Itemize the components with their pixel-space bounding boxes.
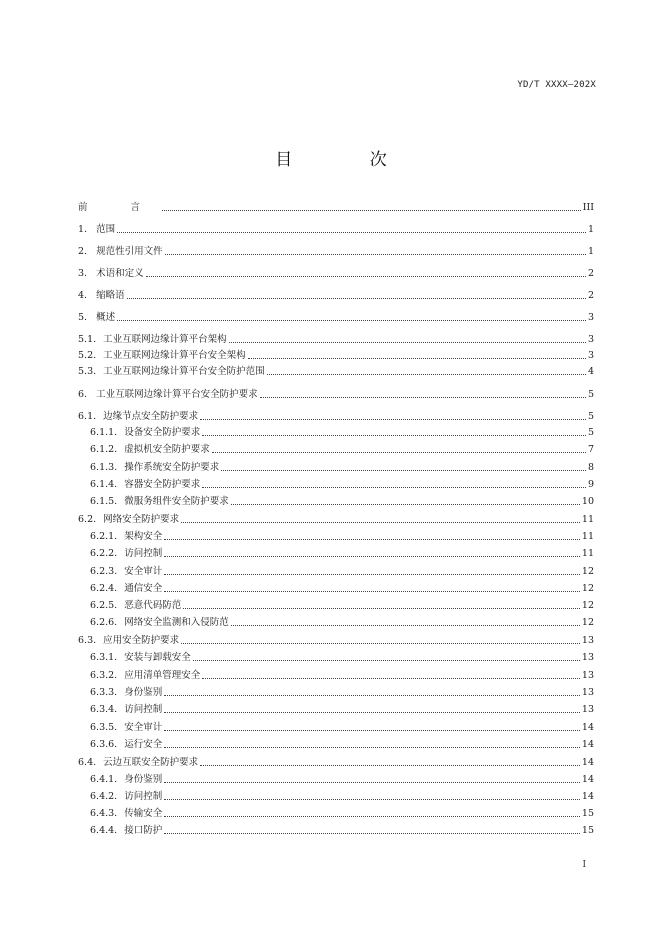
toc-entry-title: 应用安全防护要求 — [103, 635, 180, 646]
toc-entry-number: 1. — [78, 224, 88, 235]
toc-entry[interactable] — [90, 737, 594, 751]
toc-entry[interactable] — [90, 806, 594, 820]
toc-entry[interactable] — [78, 633, 594, 647]
toc-entry-number: 6.3.6. — [90, 739, 118, 750]
toc-dot-leader — [164, 729, 580, 731]
toc-entry-number: 6.4. — [78, 757, 97, 768]
toc-entry-number: 6.1.4. — [90, 479, 118, 490]
toc-dot-leader — [164, 746, 580, 748]
toc-entry-number: 6.2. — [78, 514, 97, 525]
toc-entry-title: 访问控制 — [124, 704, 163, 715]
toc-entry-number: 6.4.1. — [90, 774, 118, 785]
toc-entry-number: 5.3. — [78, 366, 97, 377]
toc-entry-page: 13 — [581, 635, 594, 646]
toc-entry-page: 14 — [581, 722, 594, 733]
toc-entry[interactable] — [90, 477, 594, 491]
toc-entry-number: 5. — [78, 312, 88, 323]
toc-entry[interactable] — [78, 222, 594, 236]
toc-dot-leader — [164, 711, 580, 713]
toc-entry[interactable] — [90, 668, 594, 682]
toc-dot-leader — [221, 469, 586, 471]
toc-entry-page: 2 — [587, 290, 594, 301]
toc-entry-number: 6.3.2. — [90, 670, 118, 681]
toc-entry-title: 边缘节点安全防护要求 — [103, 411, 199, 422]
toc-entry-page: 14 — [581, 791, 594, 802]
toc-dot-leader — [202, 434, 586, 436]
toc-entry-title: 云边互联安全防护要求 — [103, 757, 199, 768]
toc-entry-number: 6.4.3. — [90, 808, 118, 819]
toc-entry-page: 5 — [587, 411, 594, 422]
toc-entry-page: 7 — [587, 444, 594, 455]
toc-entry[interactable] — [90, 650, 594, 664]
toc-entry-number: 6.3.1. — [90, 652, 118, 663]
toc-entry-page: 15 — [581, 808, 594, 819]
toc-entry-page: 14 — [581, 774, 594, 785]
toc-entry[interactable] — [78, 364, 594, 378]
toc-entry-page: 10 — [581, 496, 594, 507]
toc-dot-leader — [164, 832, 580, 834]
toc-entry-title: 架构安全 — [124, 531, 163, 542]
toc-entry-title: 安全审计 — [124, 566, 163, 577]
toc-dot-leader — [267, 373, 586, 375]
toc-entry-title: 传输安全 — [124, 808, 163, 819]
toc-entry-title: 网络安全防护要求 — [103, 514, 180, 525]
toc-entry-page: 11 — [581, 548, 594, 559]
toc-entry[interactable] — [78, 266, 594, 280]
toc-entry-page: 11 — [581, 531, 594, 542]
toc-entry-page: 13 — [581, 670, 594, 681]
toc-entry-page: 12 — [581, 566, 594, 577]
toc-entry[interactable] — [90, 685, 594, 699]
toc-entry-page: 8 — [587, 462, 594, 473]
toc-dot-leader — [260, 396, 586, 398]
toc-entry[interactable] — [78, 288, 594, 302]
toc-entry-page: 14 — [581, 739, 594, 750]
toc-entry-number: 6.1.2. — [90, 444, 118, 455]
toc-entry-title: 安装与卸载安全 — [124, 652, 191, 663]
toc-entry-page: 2 — [587, 268, 594, 279]
toc-entry-title: 网络安全监测和入侵防范 — [124, 617, 229, 628]
toc-entry-number: 5.1. — [78, 334, 97, 345]
toc-entry-title: 虚拟机安全防护要求 — [124, 444, 210, 455]
toc-entry[interactable] — [90, 581, 594, 595]
toc-dot-leader — [117, 319, 586, 321]
page-number: I — [582, 860, 586, 870]
toc-entry-title: 运行安全 — [124, 739, 163, 750]
toc-dot-leader — [229, 341, 586, 343]
toc-dot-leader — [127, 297, 586, 299]
toc-entry-title: 术语和定义 — [96, 268, 144, 279]
toc-entry-number: 6.3.4. — [90, 704, 118, 715]
toc-dot-leader — [164, 781, 580, 783]
toc-entry[interactable] — [90, 494, 594, 508]
toc-entry[interactable] — [90, 546, 594, 560]
toc-dot-leader — [231, 624, 580, 626]
toc-entry-page: 15 — [581, 825, 594, 836]
toc-entry-page: 13 — [581, 704, 594, 715]
toc-entry[interactable] — [90, 442, 594, 456]
toc-entry[interactable] — [90, 772, 594, 786]
toc-entry-title: 工业互联网边缘计算平台安全防护范围 — [103, 366, 265, 377]
toc-entry-page: 13 — [581, 687, 594, 698]
toc-entry[interactable] — [90, 460, 594, 474]
toc-entry-title: 容器安全防护要求 — [124, 479, 201, 490]
toc-entry-title: 工业互联网边缘计算平台安全架构 — [103, 350, 246, 361]
toc-entry-number: 2. — [78, 246, 88, 257]
toc-entry-title: 访问控制 — [124, 548, 163, 559]
toc-entry-page: 3 — [587, 334, 594, 345]
toc-entry-title: 微服务组件安全防护要求 — [124, 496, 229, 507]
toc-entry-title: 访问控制 — [124, 791, 163, 802]
toc-entry-page: 14 — [581, 757, 594, 768]
toc-entry[interactable] — [90, 702, 594, 716]
toc-entry[interactable] — [90, 598, 594, 612]
toc-entry-number: 6.3.5. — [90, 722, 118, 733]
toc-entry-page: 11 — [581, 514, 594, 525]
toc-dot-leader — [164, 555, 580, 557]
toc-dot-leader — [164, 538, 580, 540]
toc-dot-leader — [181, 521, 580, 523]
toc-dot-leader — [165, 253, 586, 255]
toc-entry-number: 6.1.5. — [90, 496, 118, 507]
toc-entry-number: 4. — [78, 290, 88, 301]
page-title: 目 次 — [275, 150, 423, 170]
toc-entry[interactable] — [78, 244, 594, 258]
toc-dot-leader — [164, 815, 580, 817]
toc-entry-page: 9 — [587, 479, 594, 490]
toc-entry-page: 1 — [587, 224, 594, 235]
toc-entry[interactable] — [90, 615, 594, 629]
toc-entry-title: 安全审计 — [124, 722, 163, 733]
toc-entry-page: 3 — [587, 350, 594, 361]
toc-entry-title: 规范性引用文件 — [96, 246, 163, 257]
toc-entry-page: 3 — [587, 312, 594, 323]
toc-dot-leader — [248, 357, 586, 359]
document-code: YD/T XXXX—202X — [517, 80, 596, 90]
toc-entry-title: 概述 — [96, 312, 116, 323]
toc-entry-page: 12 — [581, 583, 594, 594]
toc-entry-page: 5 — [587, 389, 594, 400]
toc-entry[interactable] — [78, 310, 594, 324]
toc-entry-title: 缩略语 — [96, 290, 125, 301]
toc-entry-number: 6.4.4. — [90, 825, 118, 836]
toc-dot-leader — [183, 607, 580, 609]
toc-dot-leader — [164, 694, 580, 696]
toc-entry-page: 12 — [581, 617, 594, 628]
toc-entry[interactable] — [90, 789, 594, 803]
toc-entry-number: 6.2.1. — [90, 531, 118, 542]
toc-dot-leader — [164, 798, 580, 800]
toc-entry-number: 6.3.3. — [90, 687, 118, 698]
toc-dot-leader — [202, 677, 580, 679]
toc-entry-title: 恶意代码防范 — [124, 600, 182, 611]
toc-dot-leader — [117, 231, 586, 233]
toc-entry-number: 6.3. — [78, 635, 97, 646]
toc-dot-leader — [164, 590, 580, 592]
toc-entry-number: 6.1.1. — [90, 427, 118, 438]
toc-entry-title: 范围 — [96, 224, 116, 235]
toc-dot-leader — [181, 642, 580, 644]
toc-entry[interactable] — [78, 755, 594, 769]
toc-entry-number: 3. — [78, 268, 88, 279]
toc-entry[interactable] — [90, 425, 594, 439]
toc-dot-leader — [162, 209, 581, 211]
toc-dot-leader — [200, 418, 586, 420]
toc-entry-title: 工业互联网边缘计算平台架构 — [103, 334, 227, 345]
toc-entry-page: 13 — [581, 652, 594, 663]
toc-entry-page: III — [582, 202, 594, 213]
toc-entry[interactable] — [78, 200, 594, 214]
toc-entry-title: 设备安全防护要求 — [124, 427, 201, 438]
toc-entry-title: 前 言 — [78, 202, 161, 213]
toc-entry[interactable] — [78, 332, 594, 346]
toc-entry-page: 4 — [587, 366, 594, 377]
toc-entry[interactable] — [90, 823, 594, 837]
toc-entry-page: 12 — [581, 600, 594, 611]
toc-entry-number: 5.2. — [78, 350, 97, 361]
toc-entry-number: 6.2.3. — [90, 566, 118, 577]
toc-entry-number: 6.2.2. — [90, 548, 118, 559]
toc-entry-title: 身份鉴别 — [124, 774, 163, 785]
toc-entry[interactable] — [78, 409, 594, 423]
toc-entry-title: 应用清单管理安全 — [124, 670, 201, 681]
toc-entry-number: 6.2.4. — [90, 583, 118, 594]
toc-entry-title: 接口防护 — [124, 825, 163, 836]
toc-entry[interactable] — [90, 529, 594, 543]
toc-entry-title: 操作系统安全防护要求 — [124, 462, 220, 473]
toc-entry-number: 6. — [78, 389, 88, 400]
toc-entry-title: 工业互联网边缘计算平台安全防护要求 — [96, 389, 258, 400]
toc-dot-leader — [146, 275, 586, 277]
toc-entry-page: 1 — [587, 246, 594, 257]
toc-entry[interactable] — [78, 512, 594, 526]
toc-entry[interactable] — [90, 720, 594, 734]
toc-dot-leader — [202, 486, 586, 488]
toc-dot-leader — [200, 764, 580, 766]
toc-entry[interactable] — [78, 387, 594, 401]
toc-dot-leader — [212, 451, 586, 453]
toc-entry-number: 6.1.3. — [90, 462, 118, 473]
toc-entry-number: 6.2.5. — [90, 600, 118, 611]
toc-dot-leader — [231, 503, 580, 505]
toc-entry[interactable] — [78, 348, 594, 362]
toc-entry-title: 通信安全 — [124, 583, 163, 594]
toc-entry-title: 身份鉴别 — [124, 687, 163, 698]
toc-entry[interactable] — [90, 564, 594, 578]
toc-entry-number: 6.1. — [78, 411, 97, 422]
toc-entry-number: 6.4.2. — [90, 791, 118, 802]
toc-entry-number: 6.2.6. — [90, 617, 118, 628]
toc-entry-page: 5 — [587, 427, 594, 438]
toc-dot-leader — [164, 573, 580, 575]
toc-dot-leader — [193, 659, 580, 661]
